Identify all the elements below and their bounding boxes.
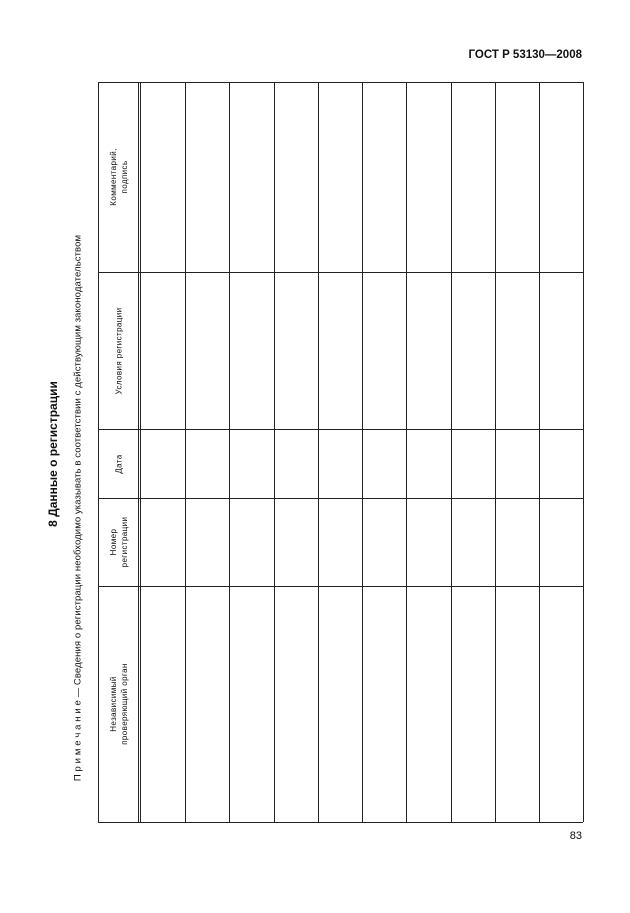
row-separator	[229, 82, 230, 822]
row-separator	[185, 82, 186, 822]
column-separator	[98, 586, 583, 587]
column-header-line: подпись	[120, 160, 129, 194]
document-code: ГОСТ Р 53130—2008	[468, 49, 582, 61]
table-border-right	[583, 82, 584, 822]
row-separator	[539, 82, 540, 822]
table-border-bottom	[98, 822, 583, 823]
column-header-line: Условия регистрации	[114, 307, 124, 394]
page-number: 83	[569, 830, 582, 842]
column-header	[114, 307, 125, 394]
column-header-line: Независимый	[109, 676, 118, 732]
header-separator	[140, 82, 141, 822]
column-header-line: регистрации	[120, 516, 129, 568]
row-separator	[274, 82, 275, 822]
column-header	[108, 148, 130, 205]
column-header-line: проверяющий орган	[120, 663, 129, 745]
column-header	[114, 454, 125, 473]
row-separator	[318, 82, 319, 822]
column-separator	[98, 429, 583, 430]
column-separator	[98, 498, 583, 499]
registration-note: П р и м е ч а н и е — Сведения о регистрации необходимо указывать в соответствии с действующим законодательством	[72, 234, 84, 782]
column-header	[108, 663, 130, 745]
column-header-line: Номер	[109, 528, 118, 556]
header-separator	[138, 82, 139, 822]
section-title: 8 Данные о регистрации	[46, 381, 60, 527]
row-separator	[406, 82, 407, 822]
column-header-line: Дата	[114, 453, 124, 474]
table-border-top	[98, 82, 583, 83]
column-separator	[98, 272, 583, 273]
row-separator	[451, 82, 452, 822]
column-header	[108, 517, 130, 568]
column-header-line: Комментарий,	[109, 148, 118, 206]
table-border-left	[98, 82, 99, 822]
row-separator	[495, 82, 496, 822]
row-separator	[362, 82, 363, 822]
